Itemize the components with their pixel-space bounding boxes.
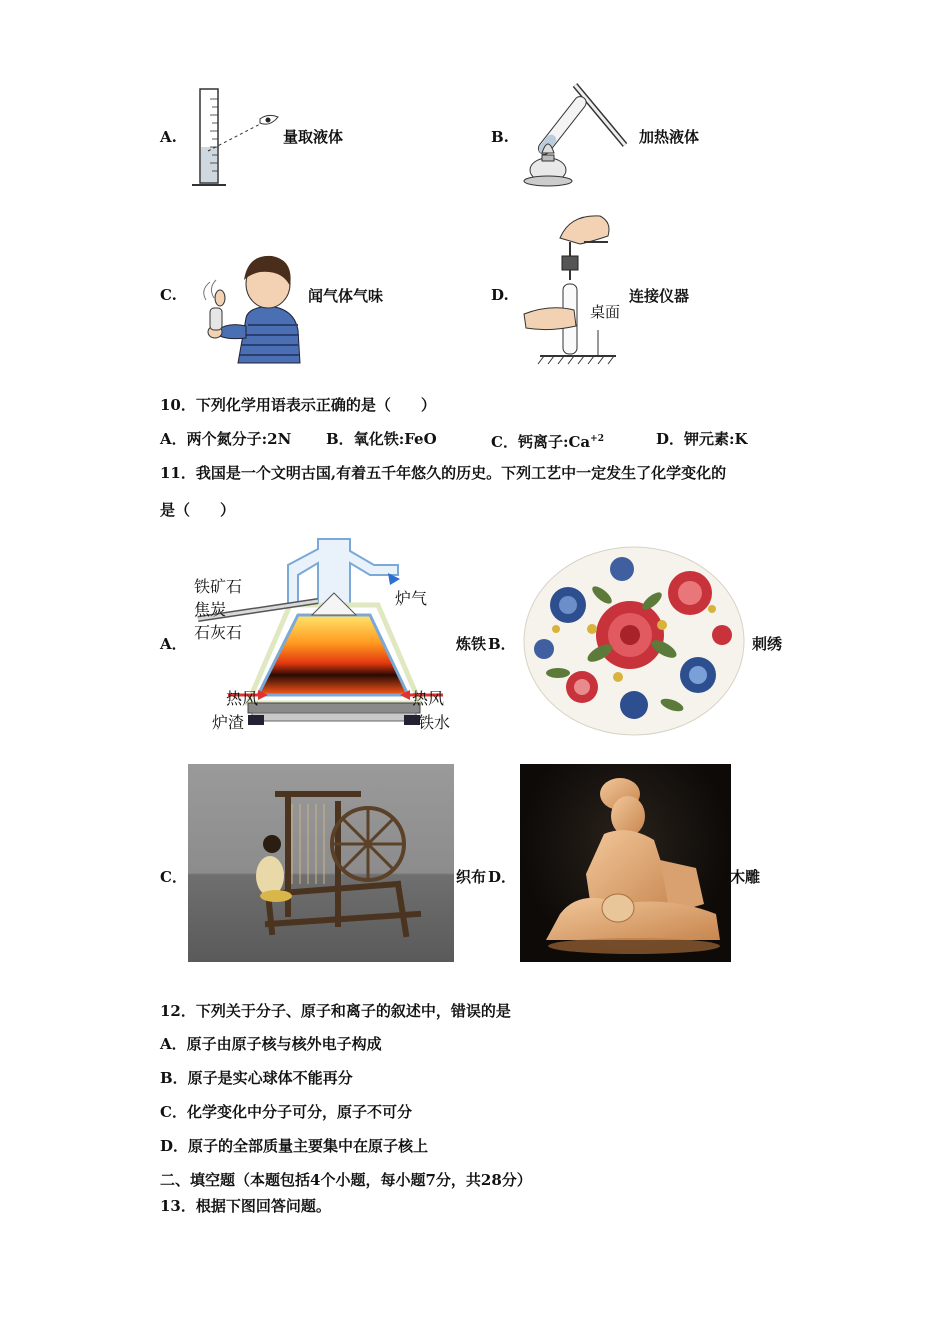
q11-option-b-letter: B．	[488, 635, 516, 653]
q11-stem-line2: 是（ ）	[160, 501, 236, 519]
q9-option-c-letter: C.	[160, 286, 177, 304]
q12-option-c: C．化学变化中分子可分，原子不可分	[160, 1103, 412, 1121]
furnace-label-coke: 焦炭	[194, 600, 227, 619]
q10-option-b: B．氧化铁:FeO	[326, 430, 437, 448]
furnace-label-slag: 炉渣	[212, 713, 245, 732]
q11-option-a-letter: A．	[160, 635, 187, 653]
q9-option-b-letter: B.	[491, 128, 509, 146]
q9-option-a-caption: 量取液体	[283, 128, 344, 146]
q9-option-c-caption: 闻气体气味	[308, 287, 384, 305]
q12-stem: 12．下列关于分子、原子和离子的叙述中，错误的是	[160, 1002, 511, 1020]
test-tube-heating-icon	[520, 75, 640, 193]
furnace-label-limestone: 石灰石	[194, 623, 243, 642]
q9-option-a-letter: A.	[160, 128, 177, 146]
embroidery-icon	[522, 545, 747, 737]
q9-option-b-caption: 加热液体	[639, 128, 700, 146]
section2-heading: 二、填空题（本题包括4个小题，每小题7分，共28分）	[160, 1171, 532, 1189]
furnace-label-wind-right: 热风	[412, 689, 445, 708]
q10-option-a: A．两个氮分子:2N	[160, 430, 292, 448]
furnace-label-ore: 铁矿石	[194, 577, 243, 596]
q11-stem-line1: 11．我国是一个文明古国,有着五千年悠久的历史。下列工艺中一定发生了化学变化的	[160, 464, 727, 482]
wood-carving-icon	[520, 764, 731, 962]
q10-option-c: C．钙离子$:Ca^{+2}$	[491, 433, 604, 451]
smelling-gas-icon	[198, 250, 303, 365]
q10-stem: 10．下列化学用语表示正确的是（ ）	[160, 396, 436, 414]
furnace-label-gas: 炉气	[395, 589, 428, 608]
q11-option-a-caption: 炼铁	[456, 635, 487, 653]
loom-icon	[188, 764, 454, 962]
q12-option-d: D．原子的全部质量主要集中在原子核上	[160, 1137, 429, 1155]
q11-option-d-caption: 木雕	[730, 868, 761, 886]
q12-option-b: B．原子是实心球体不能再分	[160, 1069, 353, 1087]
q11-option-c-letter: C．	[160, 868, 187, 886]
q11-option-b-caption: 刺绣	[752, 635, 783, 653]
connecting-apparatus-icon	[520, 208, 625, 368]
graduated-cylinder-icon	[188, 85, 283, 190]
q13-stem: 13．根据下图回答问题。	[160, 1197, 331, 1215]
q11-option-d-letter: D．	[488, 868, 517, 886]
q11-option-c-caption: 织布	[456, 868, 487, 886]
table-surface-label: 桌面	[590, 303, 621, 321]
q12-option-a: A．原子由原子核与核外电子构成	[160, 1035, 382, 1053]
q10-option-d: D．钾元素:K	[656, 430, 748, 448]
furnace-label-iron: 铁水	[418, 713, 451, 732]
q9-option-d-caption: 连接仪器	[629, 287, 690, 305]
q9-option-d-letter: D.	[491, 286, 509, 304]
furnace-label-wind-left: 热风	[226, 689, 259, 708]
